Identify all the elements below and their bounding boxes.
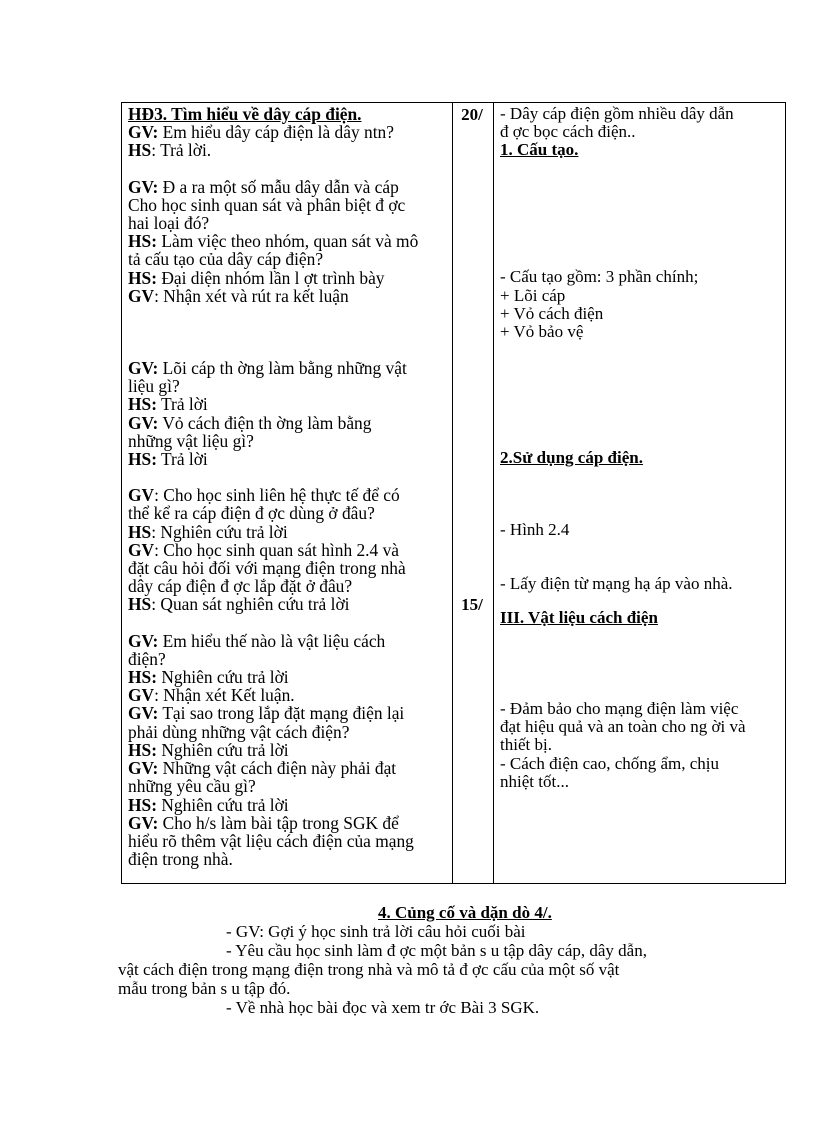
speaker-label: HS: bbox=[128, 667, 157, 688]
activity-line bbox=[128, 668, 446, 686]
footer-line: - Yêu cầu học sinh làm đ ợc một bản s u tập dây cáp, dây dẫn, bbox=[226, 941, 647, 960]
activity-line bbox=[128, 595, 446, 613]
activity-line bbox=[128, 232, 446, 250]
activity-line bbox=[128, 414, 446, 432]
time-mark-2-text: 15/ bbox=[461, 595, 483, 614]
content-line: + Vỏ bảo vệ bbox=[500, 322, 584, 341]
content-line: - Đảm bảo cho mạng điện làm việc bbox=[500, 699, 739, 718]
speaker-label: GV: bbox=[128, 122, 159, 143]
content-line: đạt hiệu quả và an toàn cho ng ời và bbox=[500, 717, 746, 736]
activity-line bbox=[128, 395, 446, 413]
activity-line bbox=[128, 523, 446, 541]
speaker-label: HS bbox=[128, 521, 152, 542]
speaker-label: HS: bbox=[128, 394, 157, 415]
activity-text: Cho h/s làm bài tập trong SGK để bbox=[158, 812, 399, 833]
content-line: + Lõi cáp bbox=[500, 286, 566, 305]
activity-text: Tại sao trong lắp đặt mạng điện lại bbox=[158, 703, 405, 724]
activity-text: phải dùng những vật cách điện? bbox=[128, 721, 350, 742]
speaker-label: GV bbox=[128, 485, 155, 506]
activity-text: : Cho học sinh quan sát hình 2.4 và bbox=[154, 539, 399, 560]
activity-text: Em hiểu dây cáp điện là dây ntn? bbox=[158, 122, 394, 143]
activity-line bbox=[128, 541, 446, 559]
footer-line: mẫu trong bản s u tập đó. bbox=[118, 979, 291, 998]
activity-line bbox=[128, 796, 446, 814]
activity-line bbox=[128, 686, 446, 704]
content-line: thiết bị. bbox=[500, 735, 552, 754]
teacher-student-activities-column bbox=[128, 105, 446, 868]
activity-text: liệu gì? bbox=[128, 376, 180, 397]
blank-line bbox=[128, 305, 446, 323]
activity-text: tả cấu tạo của dây cáp điện? bbox=[128, 249, 324, 270]
activity-line bbox=[128, 359, 446, 377]
content-line: + Vỏ cách điện bbox=[500, 304, 604, 323]
activity-text: điện trong nhà. bbox=[128, 849, 233, 870]
column-divider-1 bbox=[452, 103, 453, 883]
activity-line bbox=[128, 141, 446, 159]
speaker-label: GV: bbox=[128, 703, 159, 724]
activity-text: : Nghiên cứu trả lời bbox=[151, 521, 288, 542]
activity-text: Những vật cách điện này phải đạt bbox=[158, 758, 397, 779]
activity-text: : Nhận xét Kết luận. bbox=[154, 685, 295, 706]
activity-line bbox=[128, 178, 446, 196]
footer-lines bbox=[118, 922, 718, 1017]
activity-line bbox=[128, 741, 446, 759]
time-mark-1 bbox=[451, 105, 493, 125]
activity-text: Nghiên cứu trả lời bbox=[157, 667, 289, 688]
activity-text: dây cáp điện đ ợc lắp đặt ở đâu? bbox=[128, 576, 353, 597]
activity-line bbox=[128, 759, 446, 777]
activity-line bbox=[128, 850, 446, 868]
blank-line bbox=[128, 614, 446, 632]
activity-text: Lõi cáp th ờng làm bằng những vật bbox=[158, 358, 407, 379]
activity-text: Nghiên cứu trả lời bbox=[157, 739, 289, 760]
blank-line bbox=[128, 341, 446, 359]
activity-text: Vỏ cách điện th ờng làm bằng bbox=[158, 412, 372, 433]
activity-text: Em hiểu thế nào là vật liệu cách bbox=[158, 630, 386, 651]
content-line: - Hình 2.4 bbox=[500, 520, 570, 539]
activity-text: Đ a ra một số mẫu dây dẫn và cáp bbox=[158, 176, 399, 197]
activity-text: thể kể ra cáp điện đ ợc dùng ở đâu? bbox=[128, 503, 375, 524]
speaker-label: GV bbox=[128, 539, 155, 560]
activity-text: Nghiên cứu trả lời bbox=[157, 794, 289, 815]
activity-line bbox=[128, 269, 446, 287]
content-line: - Dây cáp điện gồm nhiều dây dẫn bbox=[500, 104, 734, 123]
activity-line bbox=[128, 814, 446, 832]
activity-text: Trả lời bbox=[157, 394, 208, 415]
section-heading: 2.Sử dụng cáp điện. bbox=[500, 448, 643, 467]
activity-line bbox=[128, 504, 446, 522]
section-heading: 1. Cấu tạo. bbox=[500, 140, 579, 159]
activity-line bbox=[128, 214, 446, 232]
time-mark-1-text: 20/ bbox=[461, 105, 483, 124]
activity-text: : Quan sát nghiên cứu trả lời bbox=[151, 594, 350, 615]
activity-text: điện? bbox=[128, 648, 166, 669]
activity-line bbox=[128, 723, 446, 741]
blank-line bbox=[128, 468, 446, 486]
activity-text: hai loại đó? bbox=[128, 213, 210, 234]
footer-line: - GV: Gợi ý học sinh trả lời câu hỏi cuối bài bbox=[226, 922, 526, 941]
activity-line bbox=[128, 287, 446, 305]
activity-text: hiểu rõ thêm vật liệu cách điện của mạng bbox=[128, 830, 414, 851]
time-mark-2 bbox=[451, 595, 493, 615]
activity-text: : Cho học sinh liên hệ thực tế để có bbox=[154, 485, 400, 506]
speaker-label: HS: bbox=[128, 739, 157, 760]
footer-heading: 4. Củng cố và dặn dò 4/. bbox=[378, 903, 552, 922]
activity-line bbox=[128, 632, 446, 650]
speaker-label: HS bbox=[128, 140, 152, 161]
activity-text: Cho học sinh quan sát và phân biệt đ ợc bbox=[128, 194, 406, 215]
activity-line bbox=[128, 105, 446, 123]
speaker-label: HS: bbox=[128, 231, 157, 252]
activity-line bbox=[128, 250, 446, 268]
activity-text: Đại diện nhóm lần l ợt trình bày bbox=[157, 267, 385, 288]
speaker-label: GV: bbox=[128, 630, 159, 651]
activity-line bbox=[128, 704, 446, 722]
speaker-label: GV: bbox=[128, 812, 159, 833]
section-heading: III. Vật liệu cách điện bbox=[500, 608, 658, 627]
activity-text: : Nhận xét và rút ra kết luận bbox=[154, 285, 349, 306]
speaker-label: HS: bbox=[128, 449, 157, 470]
speaker-label: GV: bbox=[128, 358, 159, 379]
content-line: - Cấu tạo gồm: 3 phần chính; bbox=[500, 267, 699, 286]
activity-text: Trả lời bbox=[157, 449, 208, 470]
content-line: nhiệt tốt... bbox=[500, 772, 569, 791]
activity-line bbox=[128, 559, 446, 577]
footer-line: vật cách điện trong mạng điện trong nhà và mô tả đ ợc cấu của một số vật bbox=[118, 960, 620, 979]
activity-line bbox=[128, 450, 446, 468]
blank-line bbox=[128, 323, 446, 341]
activity-line bbox=[128, 832, 446, 850]
speaker-label: GV: bbox=[128, 412, 159, 433]
content-line: - Cách điện cao, chống ẩm, chịu bbox=[500, 754, 720, 773]
speaker-label: HS: bbox=[128, 267, 157, 288]
speaker-label: GV bbox=[128, 285, 155, 306]
content-line: - Lấy điện từ mạng hạ áp vào nhà. bbox=[500, 574, 733, 593]
activity-line bbox=[128, 196, 446, 214]
activity-line bbox=[128, 123, 446, 141]
activity-line bbox=[128, 577, 446, 595]
activity-line bbox=[128, 432, 446, 450]
column-divider-2 bbox=[493, 103, 494, 883]
activity-line bbox=[128, 777, 446, 795]
lesson-table bbox=[121, 102, 786, 884]
activity-text: những vật liệu gì? bbox=[128, 430, 254, 451]
blank-line bbox=[128, 160, 446, 178]
footer-section bbox=[118, 903, 718, 1017]
activity-text: những yêu cầu gì? bbox=[128, 776, 256, 797]
footer-line: - Về nhà học bài đọc và xem tr ớc Bài 3 SGK. bbox=[226, 998, 540, 1017]
activity-text: đặt câu hỏi đối với mạng điện trong nhà bbox=[128, 558, 406, 579]
activity-line bbox=[128, 486, 446, 504]
activity-line bbox=[128, 650, 446, 668]
speaker-label: HS: bbox=[128, 794, 157, 815]
speaker-label: GV: bbox=[128, 758, 159, 779]
activity-line bbox=[128, 377, 446, 395]
speaker-label: GV bbox=[128, 685, 155, 706]
speaker-label: HS bbox=[128, 594, 152, 615]
speaker-label: GV: bbox=[128, 176, 159, 197]
activity-text: : Trả lời. bbox=[151, 140, 212, 161]
speaker-label: HĐ3. Tìm hiểu về dây cáp điện. bbox=[128, 104, 362, 124]
content-line: đ ợc bọc cách điện.. bbox=[500, 122, 636, 141]
activity-text: Làm việc theo nhóm, quan sát và mô bbox=[157, 231, 419, 252]
